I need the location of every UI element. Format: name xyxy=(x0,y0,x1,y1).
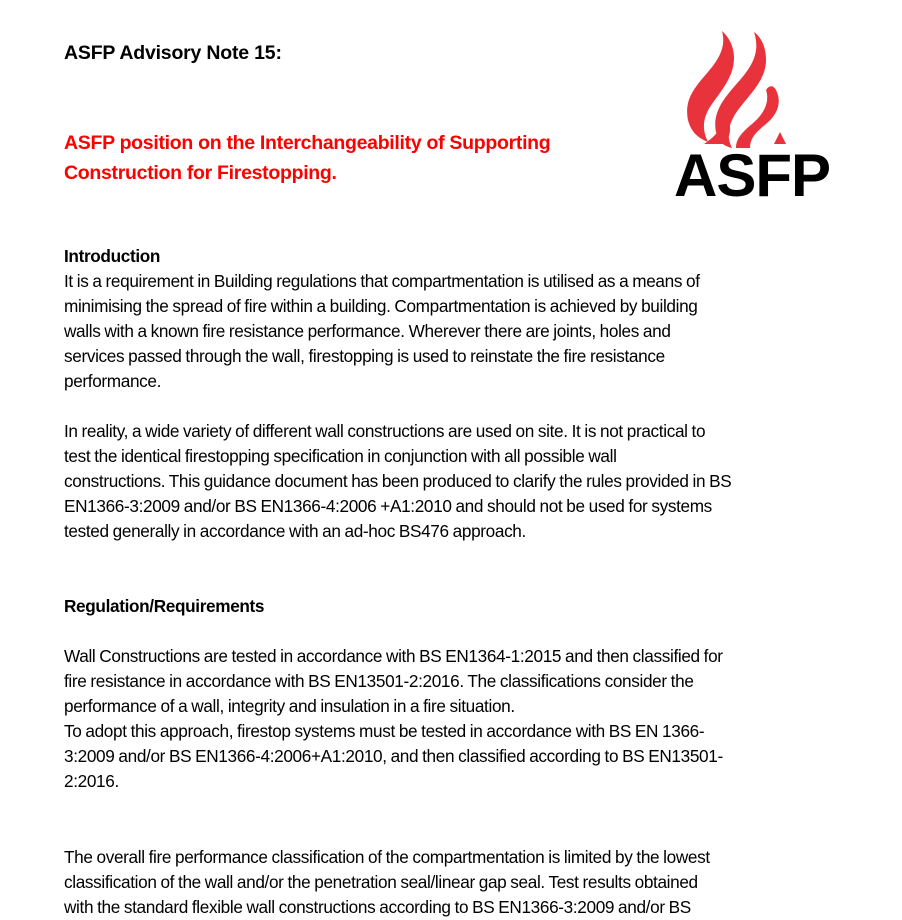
document-title xyxy=(64,128,624,188)
introduction-paragraph-1 xyxy=(64,269,854,394)
text-line: classification of the wall and/or the penetration seal/linear gap seal. Test results obtained xyxy=(64,872,698,892)
text-line: Wall Constructions are tested in accordance with BS EN1364-1:2015 and then classified for xyxy=(64,646,723,666)
text-line: tested generally in accordance with an ad-hoc BS476 approach. xyxy=(64,521,526,541)
text-line: with the standard flexible wall constructions according to BS EN1366-3:2009 and/or BS xyxy=(64,897,691,917)
section-heading-introduction: Introduction xyxy=(64,246,161,266)
text-line: To adopt this approach, firestop systems must be tested in accordance with BS EN 1366- xyxy=(64,721,705,741)
text-line: services passed through the wall, firestopping is used to reinstate the fire resistance xyxy=(64,346,665,366)
regulation-paragraph-1 xyxy=(64,644,854,794)
section-heading-regulation: Regulation/Requirements xyxy=(64,596,265,616)
title-line: ASFP position on the Interchangeability of Supporting xyxy=(64,132,551,154)
text-line: fire resistance in accordance with BS EN13501-2:2016. The classifications consider the xyxy=(64,671,694,691)
introduction-paragraph-2 xyxy=(64,419,854,544)
advisory-note-heading: ASFP Advisory Note 15: xyxy=(64,42,282,64)
title-line: Construction for Firestopping. xyxy=(64,162,337,184)
text-line: EN1366-3:2009 and/or BS EN1366-4:2006 +A1:2010 and should not be used for systems xyxy=(64,496,712,516)
regulation-paragraph-2 xyxy=(64,845,854,920)
text-line: 2:2016. xyxy=(64,771,119,791)
flame-icon xyxy=(664,28,840,200)
text-line: minimising the spread of fire within a building. Compartmentation is achieved by building xyxy=(64,296,698,316)
text-line: 3:2009 and/or BS EN1366-4:2006+A1:2010, and then classified according to BS EN13501- xyxy=(64,746,723,766)
text-line: test the identical firestopping specification in conjunction with all possible wall xyxy=(64,446,617,466)
asfp-logo xyxy=(664,28,840,200)
text-line: performance. xyxy=(64,371,162,391)
text-line: walls with a known fire resistance performance. Wherever there are joints, holes and xyxy=(64,321,671,341)
text-line: performance of a wall, integrity and insulation in a fire situation. xyxy=(64,696,515,716)
logo-text: ASFP xyxy=(673,142,831,200)
text-line: It is a requirement in Building regulations that compartmentation is utilised as a means of xyxy=(64,271,700,291)
text-line: constructions. This guidance document has been produced to clarify the rules provided in BS xyxy=(64,471,732,491)
text-line: The overall fire performance classification of the compartmentation is limited by the lowest xyxy=(64,847,710,867)
text-line: In reality, a wide variety of different wall constructions are used on site. It is not practical to xyxy=(64,421,706,441)
